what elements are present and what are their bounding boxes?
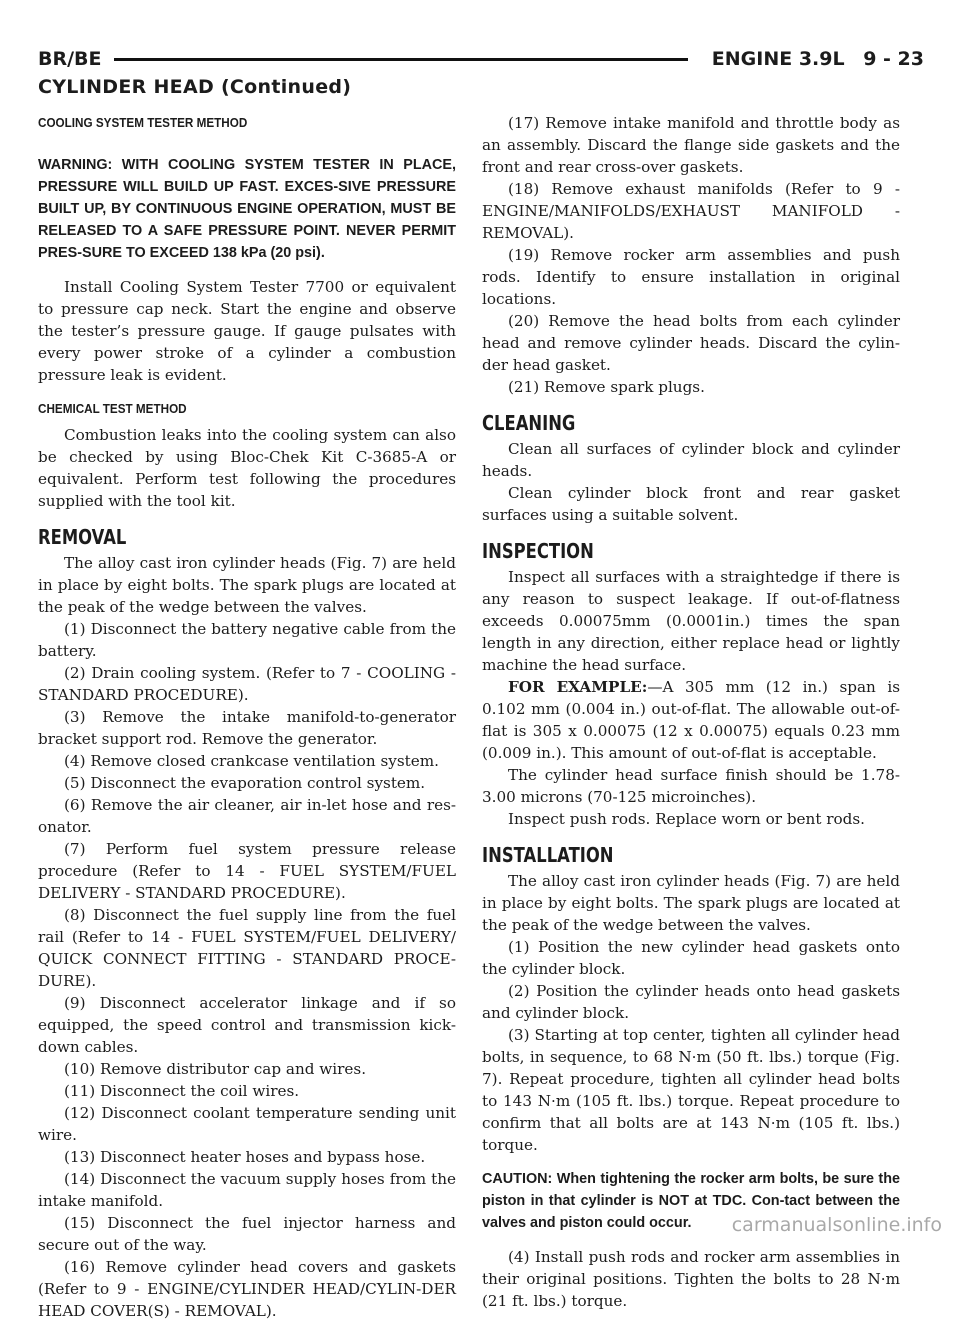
removal-step: (5) Disconnect the evaporation control system. — [64, 774, 426, 792]
cooling-tester-heading: COOLING SYSTEM TESTER METHOD — [38, 115, 248, 130]
installation-step: (1) Position the new cylinder head gaskets onto the cylinder block. — [482, 938, 900, 978]
example-text: —A 305 mm (12 in.) span is 0.102 mm (0.004 in.) out-of-flat. The allowable out-of-flat is 305 x 0.00075 (12 x 0.00075) equals 0.23 mm (0.009 in.). This amount of out-of-flat is acceptable. — [482, 678, 900, 762]
example-paragraph — [482, 676, 900, 764]
chemical-test-heading: CHEMICAL TEST METHOD — [38, 401, 187, 416]
removal-step: (2) Drain cooling system. (Refer to 7 - COOLING - STANDARD PROCEDURE). — [38, 664, 456, 704]
removal-step: (9) Disconnect accelerator linkage and if so equipped, the speed control and transmission kick-down cables. — [38, 994, 456, 1056]
installation-step: (3) Starting at top center, tighten all cylinder head bolts, in sequence, to 68 N·m (50 ft. lbs.) torque (Fig. 7). Repeat procedure, tighten all cylinder head bolts to 143 N·m (105 ft. lbs.) torque. Repeat procedure to confirm that all bolts are at 143 N·m (105 ft. lbs.) torque. — [482, 1026, 900, 1154]
example-label: FOR EXAMPLE: — [508, 678, 648, 696]
left-column — [38, 112, 456, 1322]
installation-step: (4) Install push rods and rocker arm assemblies in their original positions. Tighten the bolts to 28 N·m (21 ft. lbs.) torque. — [482, 1248, 900, 1310]
removal-heading: REMOVAL — [38, 525, 127, 549]
removal-step: (21) Remove spark plugs. — [508, 378, 705, 396]
inspection-heading: INSPECTION — [482, 539, 594, 563]
watermark: carmanualsonline.info — [731, 1214, 942, 1236]
removal-intro: The alloy cast iron cylinder heads (Fig. 7) are held in place by eight bolts. The spark plugs are located at the peak of the wedge between the valves. — [38, 554, 456, 616]
removal-step: (18) Remove exhaust manifolds (Refer to 9 - ENGINE/MANIFOLDS/EXHAUST MANIFOLD - REMOVAL). — [482, 180, 900, 242]
chemical-test-body: Combustion leaks into the cooling system can also be checked by using Bloc-Chek Kit C-3685-A or equivalent. Perform test following the procedures supplied with the tool kit. — [38, 426, 456, 510]
header-model: BR/BE — [38, 48, 102, 70]
removal-step: (19) Remove rocker arm assemblies and push rods. Identify to ensure installation in original locations. — [482, 246, 900, 308]
cleaning-text: Clean cylinder block front and rear gasket surfaces using a suitable solvent. — [482, 484, 900, 524]
installation-step: (2) Position the cylinder heads onto head gaskets and cylinder block. — [482, 982, 900, 1022]
header-right — [700, 48, 924, 70]
cleaning-text: Clean all surfaces of cylinder block and cylinder heads. — [482, 440, 900, 480]
inspection-text: Inspect all surfaces with a straightedge if there is any reason to suspect leakage. If out-of-flatness exceeds 0.00075mm (0.0001in.) times the span length in any direction, either replace head or lightly machine the head surface. — [482, 568, 900, 674]
removal-step: (20) Remove the head bolts from each cylinder head and remove cylinder heads. Discard the cylin-der head gasket. — [482, 312, 900, 374]
removal-step: (16) Remove cylinder head covers and gaskets (Refer to 9 - ENGINE/CYLINDER HEAD/CYLIN-DER HEAD COVER(S) - REMOVAL). — [38, 1258, 456, 1320]
installation-heading: INSTALLATION — [482, 843, 614, 867]
header-rule — [114, 58, 688, 61]
section-title: CYLINDER HEAD (Continued) — [38, 76, 352, 98]
inspection-text: Inspect push rods. Replace worn or bent rods. — [508, 810, 865, 828]
removal-step: (4) Remove closed crankcase ventilation system. — [64, 752, 439, 770]
removal-step: (12) Disconnect coolant temperature sending unit wire. — [38, 1104, 456, 1144]
removal-step: (6) Remove the air cleaner, air in-let hose and res-onator. — [38, 796, 456, 836]
cooling-tester-body: Install Cooling System Tester 7700 or equivalent to pressure cap neck. Start the engine and observe the tester’s pressure gauge. If gauge pulsates with every power stroke of a cylinder a combustion pressure leak is evident. — [38, 278, 456, 384]
page-header — [38, 44, 924, 74]
header-title: ENGINE 3.9L — [711, 48, 845, 70]
removal-step: (1) Disconnect the battery negative cable from the battery. — [38, 620, 456, 660]
removal-step: (8) Disconnect the fuel supply line from the fuel rail (Refer to 14 - FUEL SYSTEM/FUEL DELIVERY/ QUICK CONNECT FITTING - STANDARD PROCE-DURE). — [38, 906, 456, 990]
removal-step: (14) Disconnect the vacuum supply hoses from the intake manifold. — [38, 1170, 456, 1210]
cleaning-heading: CLEANING — [482, 411, 576, 435]
removal-step: (3) Remove the intake manifold-to-generator bracket support rod. Remove the generator. — [38, 708, 456, 748]
page-number: 9 - 23 — [863, 48, 924, 70]
removal-step: (7) Perform fuel system pressure release procedure (Refer to 14 - FUEL SYSTEM/FUEL DELIVERY - STANDARD PROCEDURE). — [38, 840, 456, 902]
removal-step: (17) Remove intake manifold and throttle body as an assembly. Discard the flange side gaskets and the front and rear cross-over gaskets. — [482, 114, 900, 176]
inspection-text: The cylinder head surface finish should be 1.78-3.00 microns (70-125 microinches). — [482, 766, 900, 806]
warning-text: WARNING: WITH COOLING SYSTEM TESTER IN PLACE, PRESSURE WILL BUILD UP FAST. EXCES-SIVE PRESSURE BUILT UP, BY CONTINUOUS ENGINE OPERATION, MUST BE RELEASED TO A SAFE PRESSURE POINT. NEVER PERMIT PRES-SURE TO EXCEED 138 kPa (20 psi). — [38, 157, 456, 261]
removal-step: (13) Disconnect heater hoses and bypass hose. — [64, 1148, 426, 1166]
removal-step: (15) Disconnect the fuel injector harness and secure out of the way. — [38, 1214, 456, 1254]
removal-step: (10) Remove distributor cap and wires. — [64, 1060, 367, 1078]
removal-step: (11) Disconnect the coil wires. — [64, 1082, 300, 1100]
caution-text: CAUTION: When tightening the rocker arm bolts, be sure the piston in that cylinder is NOT at TDC. Con-tact between the valves and piston could occur. — [482, 1171, 900, 1231]
installation-intro: The alloy cast iron cylinder heads (Fig. 7) are held in place by eight bolts. The spark plugs are located at the peak of the wedge between the valves. — [482, 872, 900, 934]
right-column — [482, 112, 900, 1312]
